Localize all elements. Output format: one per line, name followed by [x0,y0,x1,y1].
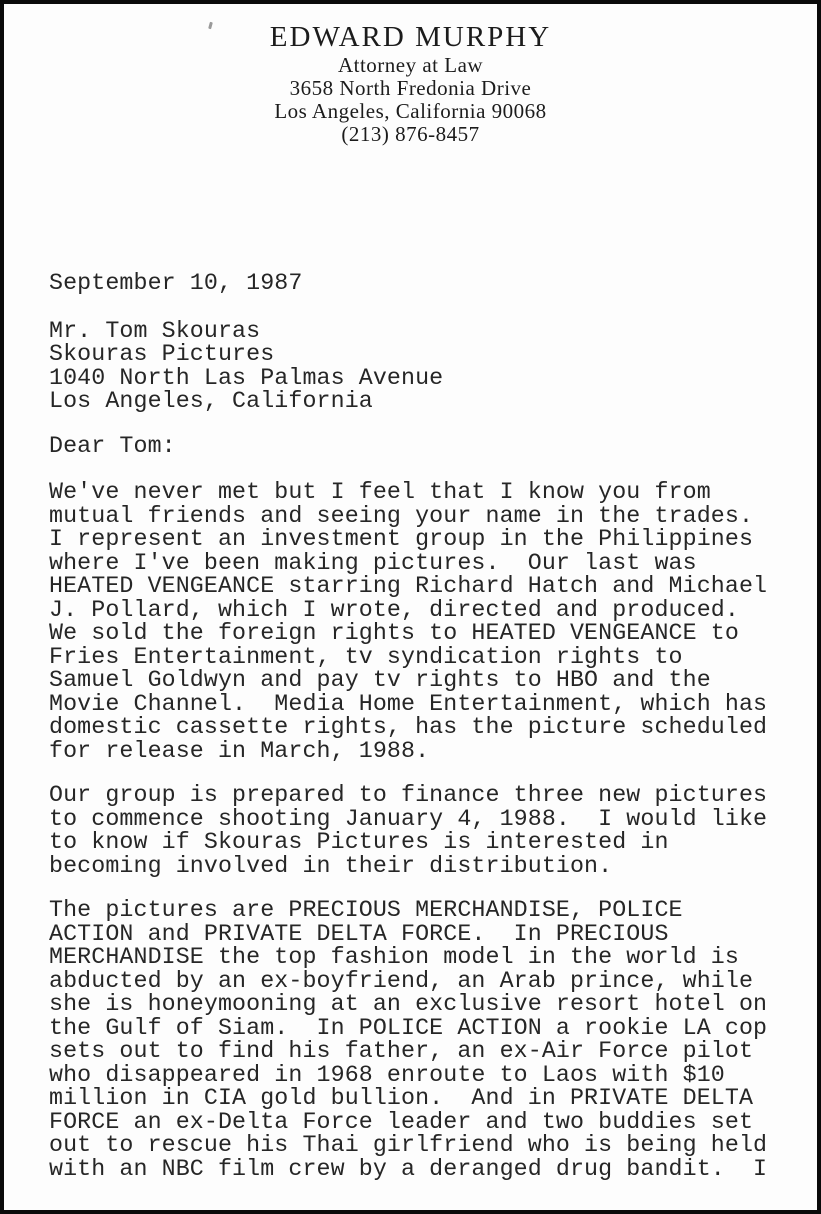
text-line: ACTION and PRIVATE DELTA FORCE. In PRECIOUS [49,920,669,947]
paragraph-2 [49,784,777,878]
text-line: domestic cassette rights, has the picture scheduled [49,714,768,740]
text-line: for release in March, 1988. [49,737,430,764]
letterhead [4,4,817,146]
text-line: to commence shooting January 4, 1988. I would like [49,805,768,832]
text-line: mutual friends and seeing your name in the trades. [49,502,754,529]
text-line: HEATED VENGEANCE starring Richard Hatch and Michael [49,573,768,599]
salutation: Dear Tom: [49,432,176,459]
text-line: Los Angeles, California [49,388,373,414]
letterhead-address-line1: 3658 North Fredonia Drive [289,76,532,100]
letter-date: September 10, 1987 [49,270,303,296]
recipient-address-block [49,317,777,414]
text-line: she is honeymooning at an exclusive resort hotel on [49,991,768,1017]
paragraph-3 [49,899,777,1181]
text-line: sets out to find his father, an ex-Air Force pilot [49,1038,754,1064]
text-line: becoming involved in their distribution. [49,852,613,879]
letterhead-title: Attorney at Law [337,53,484,77]
letterhead-phone: (213) 876-8457 [341,122,480,146]
text-line: Our group is prepared to finance three new pictures [49,782,768,808]
text-line: J. Pollard, which I wrote, directed and produced. [49,596,739,623]
text-line: who disappeared in 1968 enroute to Laos with $10 [49,1061,725,1088]
text-line: to know if Skouras Pictures is interested in [49,829,669,855]
text-line: Mr. Tom Skouras [49,317,261,344]
letter-body [49,272,777,1181]
text-line: where I've been making pictures. Our last was [49,549,697,576]
text-line: the Gulf of Siam. In POLICE ACTION a rookie LA cop [49,1014,768,1041]
text-line: MERCHANDISE the top fashion model in the world is [49,944,739,970]
text-line: 1040 North Las Palmas Avenue [49,364,444,391]
text-line: The pictures are PRECIOUS MERCHANDISE, POLICE [49,897,683,923]
text-line: Skouras Pictures [49,341,275,367]
text-line: I represent an investment group in the Philippines [49,526,754,552]
letterhead-name: EDWARD MURPHY [269,21,552,53]
text-line: We've never met but I feel that I know you from [49,479,711,505]
letterhead-address-line2: Los Angeles, California 90068 [274,99,547,123]
text-line: out to rescue his Thai girlfriend who is being held [49,1132,768,1158]
text-line: Fries Entertainment, tv syndication rights to [49,643,683,670]
text-line: million in CIA gold bullion. And in PRIVATE DELTA [49,1085,754,1111]
text-line: FORCE an ex-Delta Force leader and two buddies set [49,1108,754,1135]
text-line: abducted by an ex-boyfriend, an Arab prince, while [49,967,754,994]
paragraph-1 [49,481,777,763]
text-line: Samuel Goldwyn and pay tv rights to HBO and the [49,667,711,693]
text-line: with an NBC film crew by a deranged drug bandit. I [49,1155,768,1182]
text-line: We sold the foreign rights to HEATED VENGEANCE to [49,620,739,646]
text-line: Movie Channel. Media Home Entertainment, which has [49,690,768,717]
